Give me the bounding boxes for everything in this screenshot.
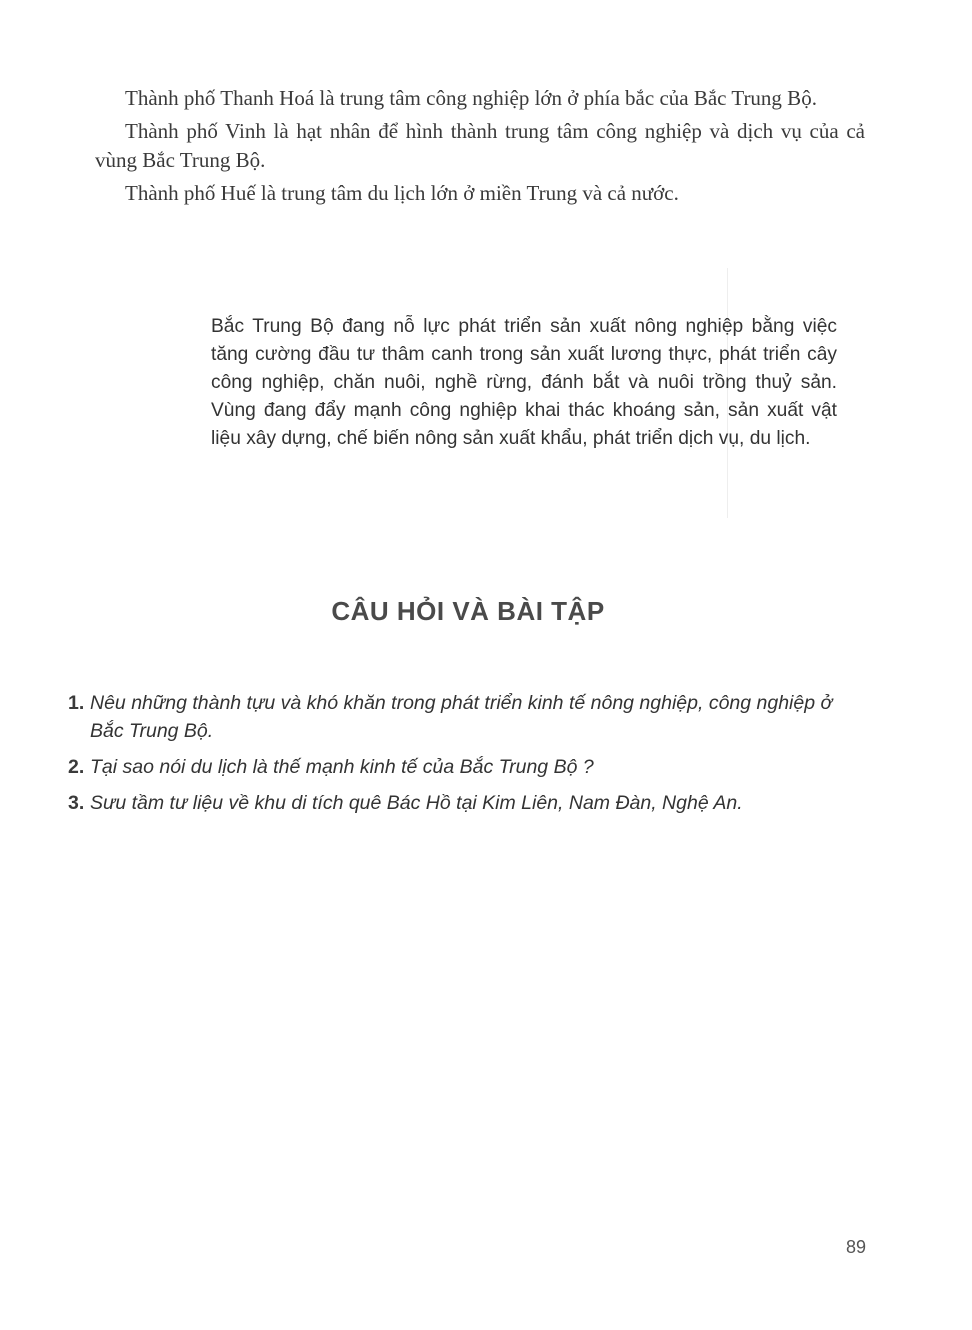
question-number: 2. bbox=[68, 756, 85, 778]
section-title: CÂU HỎI VÀ BÀI TẬP bbox=[331, 596, 605, 626]
question-text: Sưu tầm tư liệu về khu di tích quê Bác Hồ tại Kim Liên, Nam Đàn, Nghệ An. bbox=[90, 792, 743, 814]
question-text: Nêu những thành tựu và khó khăn trong phát triển kinh tế nông nghiệp, công nghiệp ở Bắc Trung Bộ. bbox=[90, 692, 833, 742]
intro-paragraph: Thành phố Vinh là hạt nhân để hình thành trung tâm công nghiệp và dịch vụ của cả vùng Bắc Trung Bộ. bbox=[95, 119, 865, 172]
question-item bbox=[68, 689, 868, 745]
summary-box bbox=[211, 313, 837, 453]
question-list bbox=[68, 689, 868, 825]
intro-text bbox=[95, 84, 865, 212]
page-number: 89 bbox=[846, 1237, 867, 1257]
question-item bbox=[68, 753, 868, 781]
intro-paragraph: Thành phố Thanh Hoá là trung tâm công nghiệp lớn ở phía bắc của Bắc Trung Bộ. bbox=[125, 86, 817, 110]
intro-paragraph: Thành phố Huế là trung tâm du lịch lớn ở miền Trung và cả nước. bbox=[125, 181, 679, 205]
question-item bbox=[68, 789, 868, 817]
question-text: Tại sao nói du lịch là thế mạnh kinh tế của Bắc Trung Bộ ? bbox=[90, 756, 594, 778]
summary-text: Bắc Trung Bộ đang nỗ lực phát triển sản xuất nông nghiệp bằng việc tăng cường đầu tư thâm canh trong sản xuất lương thực, phát triển cây công nghiệp, chăn nuôi, nghề rừng, đánh bắt và nuôi trồng thuỷ sản. Vùng đang đẩy mạnh công nghiệp khai thác khoáng sản, sản xuất vật liệu xây dựng, chế biến nông sản xuất khẩu, phát triển dịch vụ, du lịch. bbox=[211, 316, 837, 449]
question-number: 3. bbox=[68, 792, 85, 814]
question-number: 1. bbox=[68, 692, 85, 714]
